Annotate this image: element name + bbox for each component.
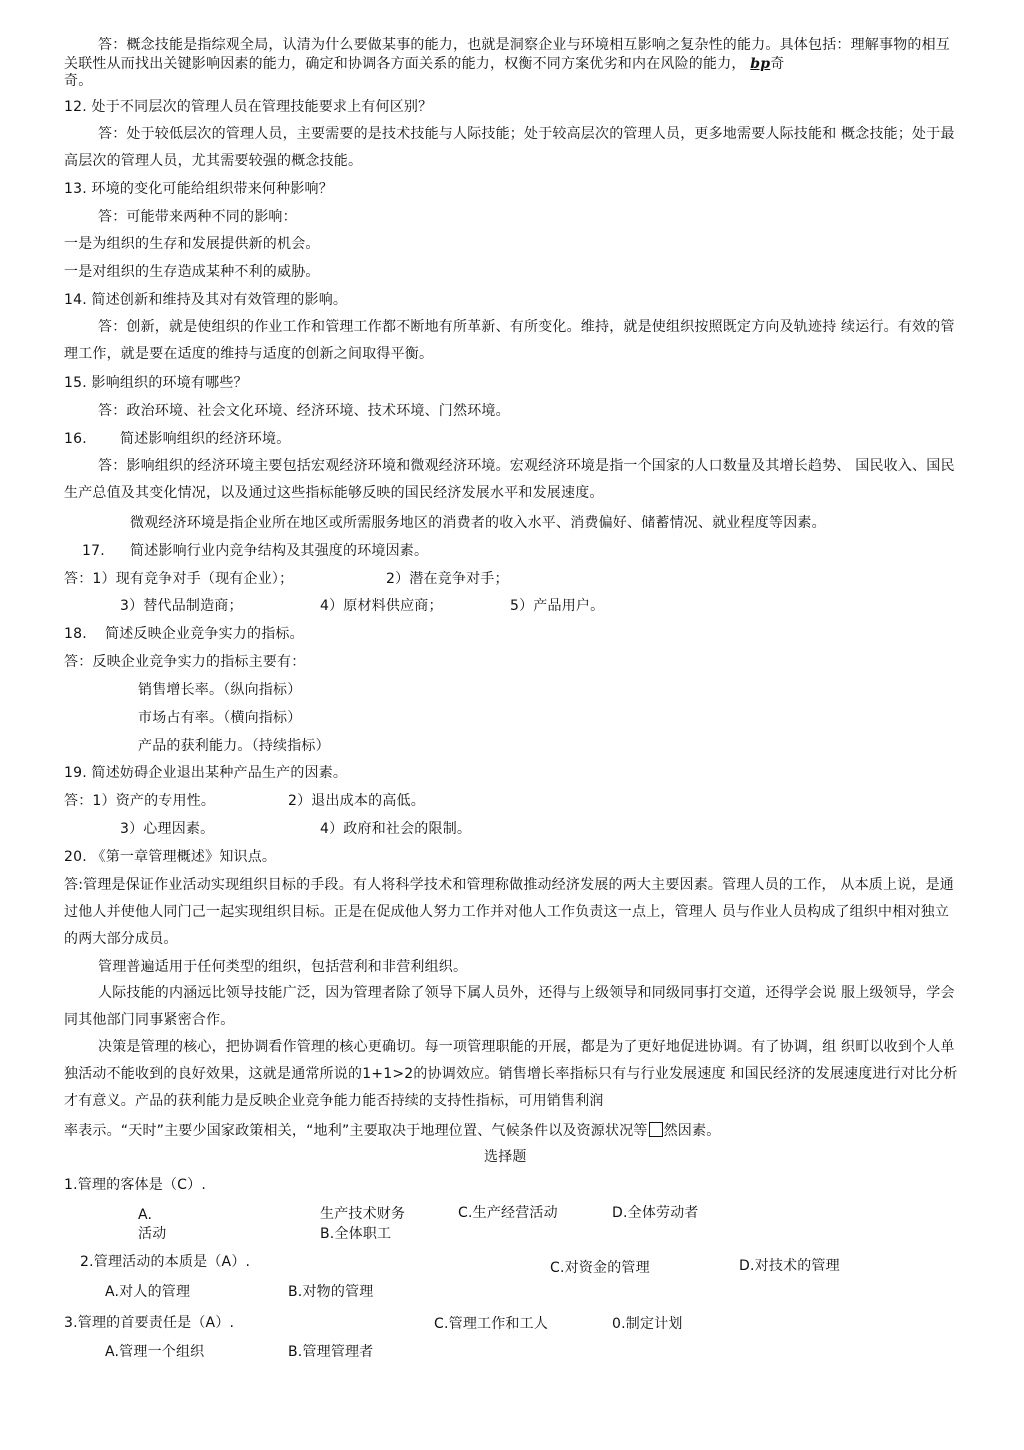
mc-q1-option-c: C.生产经营活动 xyxy=(458,1205,558,1221)
q20-paragraph-5-end: 然因素。 xyxy=(663,1123,721,1139)
mc-q1-option-a-letter: A. xyxy=(138,1207,153,1223)
mc-q1-option-a-text: 生产技术财务 xyxy=(320,1206,406,1222)
q17-answer-5: 5）产品用户。 xyxy=(510,598,605,614)
q19-answer-1: 答：1）资产的专用性。 xyxy=(64,793,216,809)
q18-question: 简述反映企业竞争实力的指标。 xyxy=(105,626,304,642)
q11-answer-tail: 奇 xyxy=(770,56,785,72)
mc-heading: 选择题 xyxy=(484,1149,527,1165)
q16-answer: 答：影响组织的经济环境主要包括宏观经济环境和微观经济环境。宏观经济环境是指一个国家的人口数量及其增长趋势、 国民收入、国民生产总值及其变化情况，以及通过这些指标能够反映的国民经济发展水平和发展速度。 xyxy=(64,458,955,501)
q18-answer: 答：反映企业竞争实力的指标主要有： xyxy=(64,654,306,670)
q11-answer-end: 奇。 xyxy=(64,73,93,89)
mc-q1-stem: 1.管理的客体是（C）. xyxy=(64,1177,206,1193)
mc-q3-option-d: 0.制定计划 xyxy=(612,1316,683,1332)
q19-question: 19. 简述妨碍企业退出某种产品生产的因素。 xyxy=(64,765,348,781)
mc-q1-option-d: D.全体劳动者 xyxy=(612,1205,699,1221)
q14-answer: 答：创新，就是使组织的作业工作和管理工作都不断地有所革新、有所变化。维持，就是使组织按照既定方向及轨迹持 续运行。有效的管理工作，就是要在适度的维持与适度的创新之间取得平衡。 xyxy=(64,319,955,362)
q16-micro: 微观经济环境是指企业所在地区或所需服务地区的消费者的收入水平、消费偏好、储蓄情况、就业程度等因素。 xyxy=(130,515,826,531)
q13-line1: 一是为组织的生存和发展提供新的机会。 xyxy=(64,236,320,252)
q17-number: 17. xyxy=(82,543,105,559)
mc-q2-option-d: D.对技术的管理 xyxy=(739,1258,840,1274)
q13-answer: 答：可能带来两种不同的影响： xyxy=(98,209,297,225)
q11-answer-text: 答：概念技能是指综观全局，认清为什么要做某事的能力，也就是洞察企业与环境相互影响之复杂性的能力。具体包括：理解事物的相互关联性从而找出关键影响因素的能力，确定和协调各方面关系的能力，权衡不同方案优劣和内在风险的能力， xyxy=(64,37,950,72)
q20-paragraph-5-start: 率表示。“天时”主要少国家政策相关，“地利”主要取决于地理位置、气候条件以及资源状况等 xyxy=(64,1123,648,1139)
q18-indicator-2: 市场占有率。（横向指标） xyxy=(138,710,302,726)
q13-line2: 一是对组织的生存造成某种不利的威胁。 xyxy=(64,264,320,280)
q20-question: 20. 《第一章管理概述》知识点。 xyxy=(64,849,277,865)
q14-question: 14. 简述创新和维持及其对有效管理的影响。 xyxy=(64,292,348,308)
mc-q2-stem: 2.管理活动的本质是（A）. xyxy=(80,1254,251,1270)
mc-q2-option-c: C.对资金的管理 xyxy=(550,1260,650,1276)
missing-glyph-box xyxy=(649,1122,663,1137)
mc-q3-option-b: B.管理管理者 xyxy=(288,1344,374,1360)
q17-answer-1: 答：1）现有竞争对手（现有企业）； xyxy=(64,571,294,587)
q12-question: 12. 处于不同层次的管理人员在管理技能要求上有何区别？ xyxy=(64,99,433,115)
q17-question: 简述影响行业内竞争结构及其强度的环境因素。 xyxy=(130,543,429,559)
q19-answer-2: 2）退出成本的高低。 xyxy=(288,793,425,809)
mc-q2-option-a: A.对人的管理 xyxy=(105,1284,191,1300)
q18-indicator-3: 产品的获利能力。（持续指标） xyxy=(138,738,330,754)
q15-question: 15. 影响组织的环境有哪些？ xyxy=(64,375,248,391)
q11-answer-mark: bp xyxy=(750,56,771,72)
q16-number: 16. xyxy=(64,431,87,447)
q20-paragraph-2: 管理普遍适用于任何类型的组织，包括营利和非营利组织。 xyxy=(98,959,468,975)
q20-paragraph-3: 人际技能的内涵远比领导技能广泛，因为管理者除了领导下属人员外，还得与上级领导和同级同事打交道，还得学会说 服上级领导，学会同其他部门同事紧密合作。 xyxy=(64,985,955,1028)
q13-question: 13. 环境的变化可能给组织带来何种影响？ xyxy=(64,181,333,197)
q20-paragraph-5 xyxy=(64,1122,720,1140)
q19-answer-3: 3）心理因素。 xyxy=(120,821,215,837)
mc-q1-option-b: B.全体职工 xyxy=(320,1226,392,1242)
mc-q3-option-c: C.管理工作和工人 xyxy=(434,1316,549,1332)
q17-answer-2: 2）潜在竞争对手； xyxy=(386,571,509,587)
q15-answer: 答：政治环境、社会文化环境、经济环境、技术环境、门然环境。 xyxy=(98,403,510,419)
q11-answer xyxy=(64,36,960,74)
q12-answer: 答：处于较低层次的管理人员，主要需要的是技术技能与人际技能；处于较高层次的管理人员，更多地需要人际技能和 概念技能；处于最高层次的管理人员，尤其需要较强的概念技能。 xyxy=(64,126,955,169)
q20-paragraph-4: 决策是管理的核心，把协调看作管理的核心更确切。每一项管理职能的开展，都是为了更好地促进协调。有了协调，组 织町以收到个人单独活动不能收到的良好效果，这就是通常所说的1+1>2的协调效应。销售增长率指标只有与行业发展速度 和国民经济的发展速度进行对比分析才有意义。产品的获利能力是反映企业竞争能力能否持续的支持性指标，可用销售利润 xyxy=(64,1039,958,1109)
q20-paragraph-1: 答:管理是保证作业活动实现组织目标的手段。有人将科学技术和管理称做推动经济发展的两大主要因素。管理人员的工作， 从本质上说，是通过他人并使他人同门己一起实现组织目标。正是在促成他人努力工作并对他人工作负责这一点上，管理人 员与作业人员构成了组织中相对独立的两大部分成员。 xyxy=(64,877,954,947)
mc-q3-stem: 3.管理的首要责任是（A）. xyxy=(64,1315,235,1331)
q17-answer-3: 3）替代品制造商； xyxy=(120,598,243,614)
mc-q3-option-a: A.管理一个组织 xyxy=(105,1344,205,1360)
q19-answer-4: 4）政府和社会的限制。 xyxy=(320,821,472,837)
mc-q1-option-a-word: 活动 xyxy=(138,1226,167,1242)
q17-answer-4: 4）原材料供应商； xyxy=(320,598,443,614)
q18-indicator-1: 销售增长率。（纵向指标） xyxy=(138,682,302,698)
mc-q2-option-b: B.对物的管理 xyxy=(288,1284,374,1300)
q18-number: 18. xyxy=(64,626,87,642)
q16-question: 简述影响组织的经济环境。 xyxy=(120,431,291,447)
